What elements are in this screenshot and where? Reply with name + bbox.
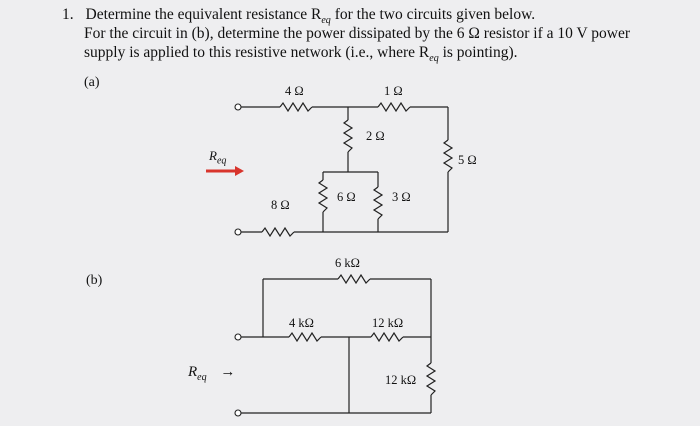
circuit-b-label: (b) — [86, 273, 103, 288]
circuit-a-label: (a) — [84, 75, 100, 90]
circuit-a — [206, 103, 452, 236]
req-arrow-b: → — [220, 364, 236, 380]
resistor-8ohm — [262, 228, 294, 236]
label-12kohm-top: 12 kΩ — [372, 316, 404, 330]
terminal-b-bottom — [235, 410, 241, 416]
resistor-1ohm — [378, 103, 410, 111]
label-12kohm-right: 12 kΩ — [385, 373, 417, 387]
label-3ohm: 3 Ω — [392, 190, 411, 204]
resistor-6kohm — [338, 275, 370, 283]
resistor-2ohm — [344, 120, 352, 152]
label-1ohm: 1 Ω — [384, 84, 403, 98]
resistor-5ohm — [444, 140, 452, 172]
resistor-4kohm — [289, 333, 321, 341]
label-4ohm: 4 Ω — [285, 84, 304, 98]
label-2ohm: 2 Ω — [366, 129, 385, 143]
terminal-a-top — [235, 104, 241, 110]
problem-line-3: supply is applied to this resistive network (i.e., where $R_{eq}$ is pointing). — [84, 44, 518, 65]
resistor-12kohm-top — [371, 333, 403, 341]
req-label-b: $R_{eq}$ → — [188, 364, 236, 383]
resistor-4ohm — [280, 103, 312, 111]
problem-number: 1. — [62, 6, 74, 23]
label-4kohm: 4 kΩ — [289, 316, 314, 330]
circuit-b — [235, 275, 435, 416]
label-6kohm: 6 kΩ — [335, 256, 360, 270]
problem-line-2: For the circuit in (b), determine the power dissipated by the 6 Ω resistor if a 10 V power — [84, 25, 630, 42]
resistor-6ohm — [319, 180, 327, 212]
terminal-a-bottom — [235, 229, 241, 235]
label-8ohm: 8 Ω — [271, 198, 290, 212]
label-5ohm: 5 Ω — [458, 153, 477, 167]
label-6ohm: 6 Ω — [337, 190, 356, 204]
resistor-12kohm-right — [427, 363, 435, 395]
problem-line-1: 1. Determine the equivalent resistance $R_{eq}$ for the two circuits given below. — [62, 6, 536, 27]
req-label-a: $R_{eq}$ — [209, 148, 227, 167]
resistor-3ohm — [374, 187, 382, 219]
terminal-b-top — [235, 334, 241, 340]
